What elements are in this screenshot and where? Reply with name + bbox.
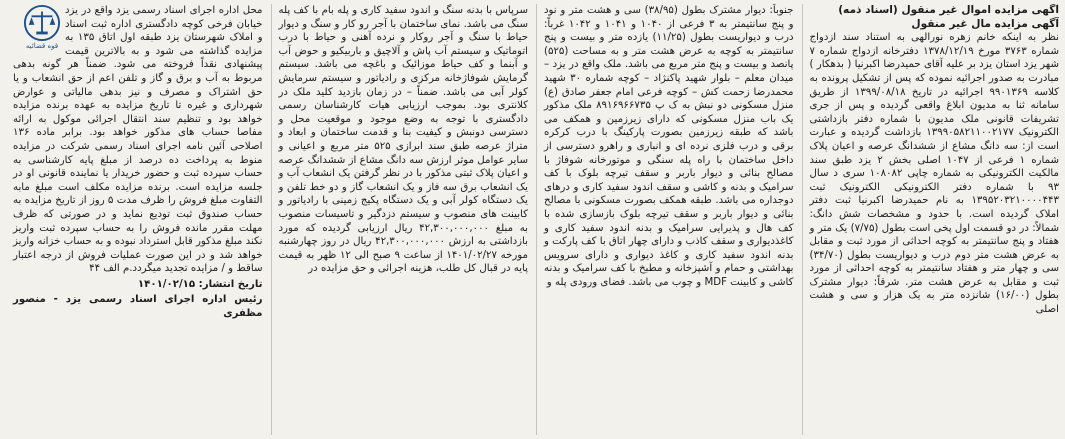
signature-line: رئیس اداره اجرای اسناد رسمی یزد - منصور مظفری <box>13 294 263 320</box>
notice-column-2 <box>536 4 794 435</box>
notice-subtitle: آگهی مزایده مال غیر منقول <box>911 17 1059 30</box>
publication-date: تاریخ انتشار: ۱۴۰۱/۰۲/۱۵ <box>137 278 263 290</box>
judiciary-logo <box>19 4 65 51</box>
notice-column-3 <box>271 4 529 435</box>
notice-body-part-4: محل اداره اجرای اسناد رسمی یزد واقع در یزد خیابان فرخی کوچه دادگستری اداره ثبت اسناد و املاک شهرستان یزد طبقه اول اتاق ۱۳۵ به مزایده گذاشته می شود و به بالاترین قیمت پیشنهادی نقداً فروخته می شود. ضمناً هر گونه بدهی مربوط به آب و برق و گاز و تلفن اعم از حق انشعاب و یا حق اشتراک و مصرف و نیز بدهی مالیاتی و عوارض شهرداری و غیره تا تاریخ مزایده به عهده برنده مزایده خواهد بود و تنظیم سند انتقال اجرائی موکول به ارائه مفاصا حساب های مذکور خواهد بود. برابر ماده ۱۳۶ اصلاحی آئین نامه اجرای اسناد رسمی شرکت در مزایده منوط به پرداخت ده درصد از مبلغ پایه کارشناسی به حساب سپرده ثبت و حضور خریدار یا نماینده قانونی او در جلسه مزایده است. برنده مزایده مکلف است مبلغ مابه التفاوت مبلغ فروش را ظرف مدت ۵ روز از تاریخ مزایده به حساب صندوق ثبت تودیع نماید و در صورتی که ظرف مهلت مقرر مانده فروش را به حساب سپرده ثبت واریز نکند مبلغ مذکور قابل استرداد نبوده و به حساب خزانه واریز خواهد شد و در این صورت عملیات فروش از درجه اعتبار ساقط و / مزایده تجدید میگردد.م الف ۴۴ <box>13 5 263 275</box>
notice-body-part-2: جنوباً: دیوار مشترک بطول (۳۸/۹۵) سی و هشت متر و نود و پنج سانتیمتر به ۳ فرعی از ۱۰۴۰ و ۱۰۴۱ و ۱۰۴۲ غرباً: درب و دیواریست بطول (۱۱/۲۵) یازده متر و بیست و پنج سانتیمتر به کوچه به عرض هشت متر و به مساحت (۵۲۵) پانصد و بیست و پنج متر مربع می باشد. ملک واقع در یزد – میدان معلم – بلوار شهید پاکنژاد – کوچه شماره ۳۰ شهید محمدرضا زحمت کش – کوچه فرعی امام جعفر صادق (ع) منزل مسکونی دو نبش به ک پ ۸۹۱۶۹۶۶۷۳۵ ملک مذکور یک باب منزل مسکونی که دارای زیرزمین و همکف می باشد که طبقه زیرزمین بصورت پارکینگ با درب کرکره برقی و درب فلزی نرده ای و انباری و راهرو دسترسی از داخل ساختمان با راه پله سنگی و موتورخانه شوفاژ با مصالح بنائی و دیوار باربر و سقف تیرچه بلوک با کف سرامیک و بدنه و کاشی و سقف اندود سفید کاری و درهای دوجداره می باشد. طبقه همکف بصورت مسکونی با مصالح بنائی و دیوار باربر و سقف تیرچه بلوک بازسازی شده با کف هال و پذیرایی سرامیک و بدنه اندود سفید کاری و کاغذدیواری و سقف کاذب و دارای چهار اتاق با کف پارکت و بدنه اندود سفید کاری و کاغذ دیواری و دارای سرویس بهداشتی و حمام و آشپزخانه و مطبخ با کف سرامیک و بدنه کاشی و کابینت MDF و چوب می باشد. فضای ورودی پله و <box>543 5 794 288</box>
judiciary-scales-emblem-icon <box>23 4 61 42</box>
logo-caption: قوه قضائیه <box>25 42 59 50</box>
notice-column-4 <box>6 4 263 435</box>
notice-column-1 <box>802 4 1060 435</box>
notice-columns <box>6 4 1059 435</box>
notice-body-part-3: سرپاس با بدنه سنگ و اندود سفید کاری و پله بام با کف پله سنگ می باشد. نمای ساختمان با آجر رو کار و سنگ و دیوار حیاط با سنگ و آجر روکار و نرده آهنی و حیاط با درب اتوماتیک و سیستم آب پاش و آلاچیق و باربیکیو و حوض آب و آبنما و کف حیاط موزائیک و باغچه می باشد. سیستم گرمایش شوفاژخانه مرکزی و رادیاتور و سیستم سرمایش کولر آبی می باشد. ضمناً – در زمان بازدید کلید ملک در کلانتری بود. بموجب ارزیابی هیات کارشناسان رسمی دادگستری با توجه به وضع موجود و موقعیت محل و دسترسی دونبش و کیفیت بنا و قدمت ساختمان و ابعاد و متراژ عرصه طبق سند ابرازی ۵۲۵ متر مربع و اعیانی و سایر عوامل موثر ارزش سه دانگ مشاع از ششدانگ عرصه و اعیان پلاک ثبتی مذکور با در نظر گرفتن یک انشعاب آب و یک انشعاب برق سه فاز و یک انشعاب گاز و دو خط تلفن و یک دستگاه کولر آبی و یک دستگاه پکیج زمینی با رادیاتور و کابینت های منصوب و سیستم دزدگیر و تاسیسات منصوب به مبلغ ۴۲,۳۰۰,۰۰۰,۰۰۰ ریال ارزیابی گردیده که مورد بازداشتی به ارزش ۴۲,۳۰۰,۰۰۰,۰۰۰ ریال در روز چهارشنبه مورخه ۱۴۰۱/۰۲/۲۷ از ساعت ۹ صبح الی ۱۲ ظهر به قیمت پایه در قبال کل طلب، هزینه اجرائی و حق مزایده در <box>278 5 528 275</box>
notice-body-part-1: نظر به اینکه خانم زهره نورالهی به استناد سند ازدواج شماره ۳۷۶۳ مورخ ۱۳۷۸/۱۲/۱۹ دفترخانه ازدواج شماره ۷ شهر یزد استان یزد بر علیه آقای حمیدرضا اکبرنیا ( بدهکار ) مبادرت به صدور اجرائیه نموده که پس از تشکیل پرونده به کلاسه ۹۹۰۱۳۶۹ اجرائیه در تاریخ ۱۳۹۹/۰۸/۱۸ از طریق سامانه ثنا به مدیون ابلاغ واقعی گردیده و پس از جری تشریفات قانونی ملک مدیون با شماره دفتر بازداشتی الکترونیک ۱۳۹۹۰۵۸۲۱۱۰۰۲۱۷۷ بازداشت گردیده و عبارت است از: سه دانگ مشاع از ششدانگ عرصه و اعیان پلاک شماره ۱ فرعی از ۱۰۴۷ اصلی بخش ۲ یزد طبق سند مالکیت الکترونیکی به شماره چاپی ۱۰۸۰۸۲ سری د سال ۹۳ با شماره دفتر الکترونیکی الکترونیک ثبت ۱۳۹۵۲۰۳۲۱۰۰۰۰۴۴۳ به نام حمیدرضا اکبرنیا ثبت دفتر املاک گردیده است. با حدود و مشخصات شش دانگ: شمالاً: در دو قسمت اول پخی است بطول (۷/۷۵) یک متر و هفتاد و پنج سانتیمتر به کوچه احداثی از مورد ثبت و مقابل به عرض هشت متر دوم درب و دیواریست بطول (۳۴/۷۰) سی و چهار متر و هفتاد سانتیمتر به کوچه احداثی از مورد ثبت و مقابل به عرض هشت متر. شرقاً: دیوار مشترک بطول (۱۶/۰۰) شانزده متر به یک هزار و سی و هشت اصلی <box>809 32 1059 316</box>
notice-title: آگهی مزایده اموال غیر منقول (اسناد ذمه) <box>838 4 1059 16</box>
